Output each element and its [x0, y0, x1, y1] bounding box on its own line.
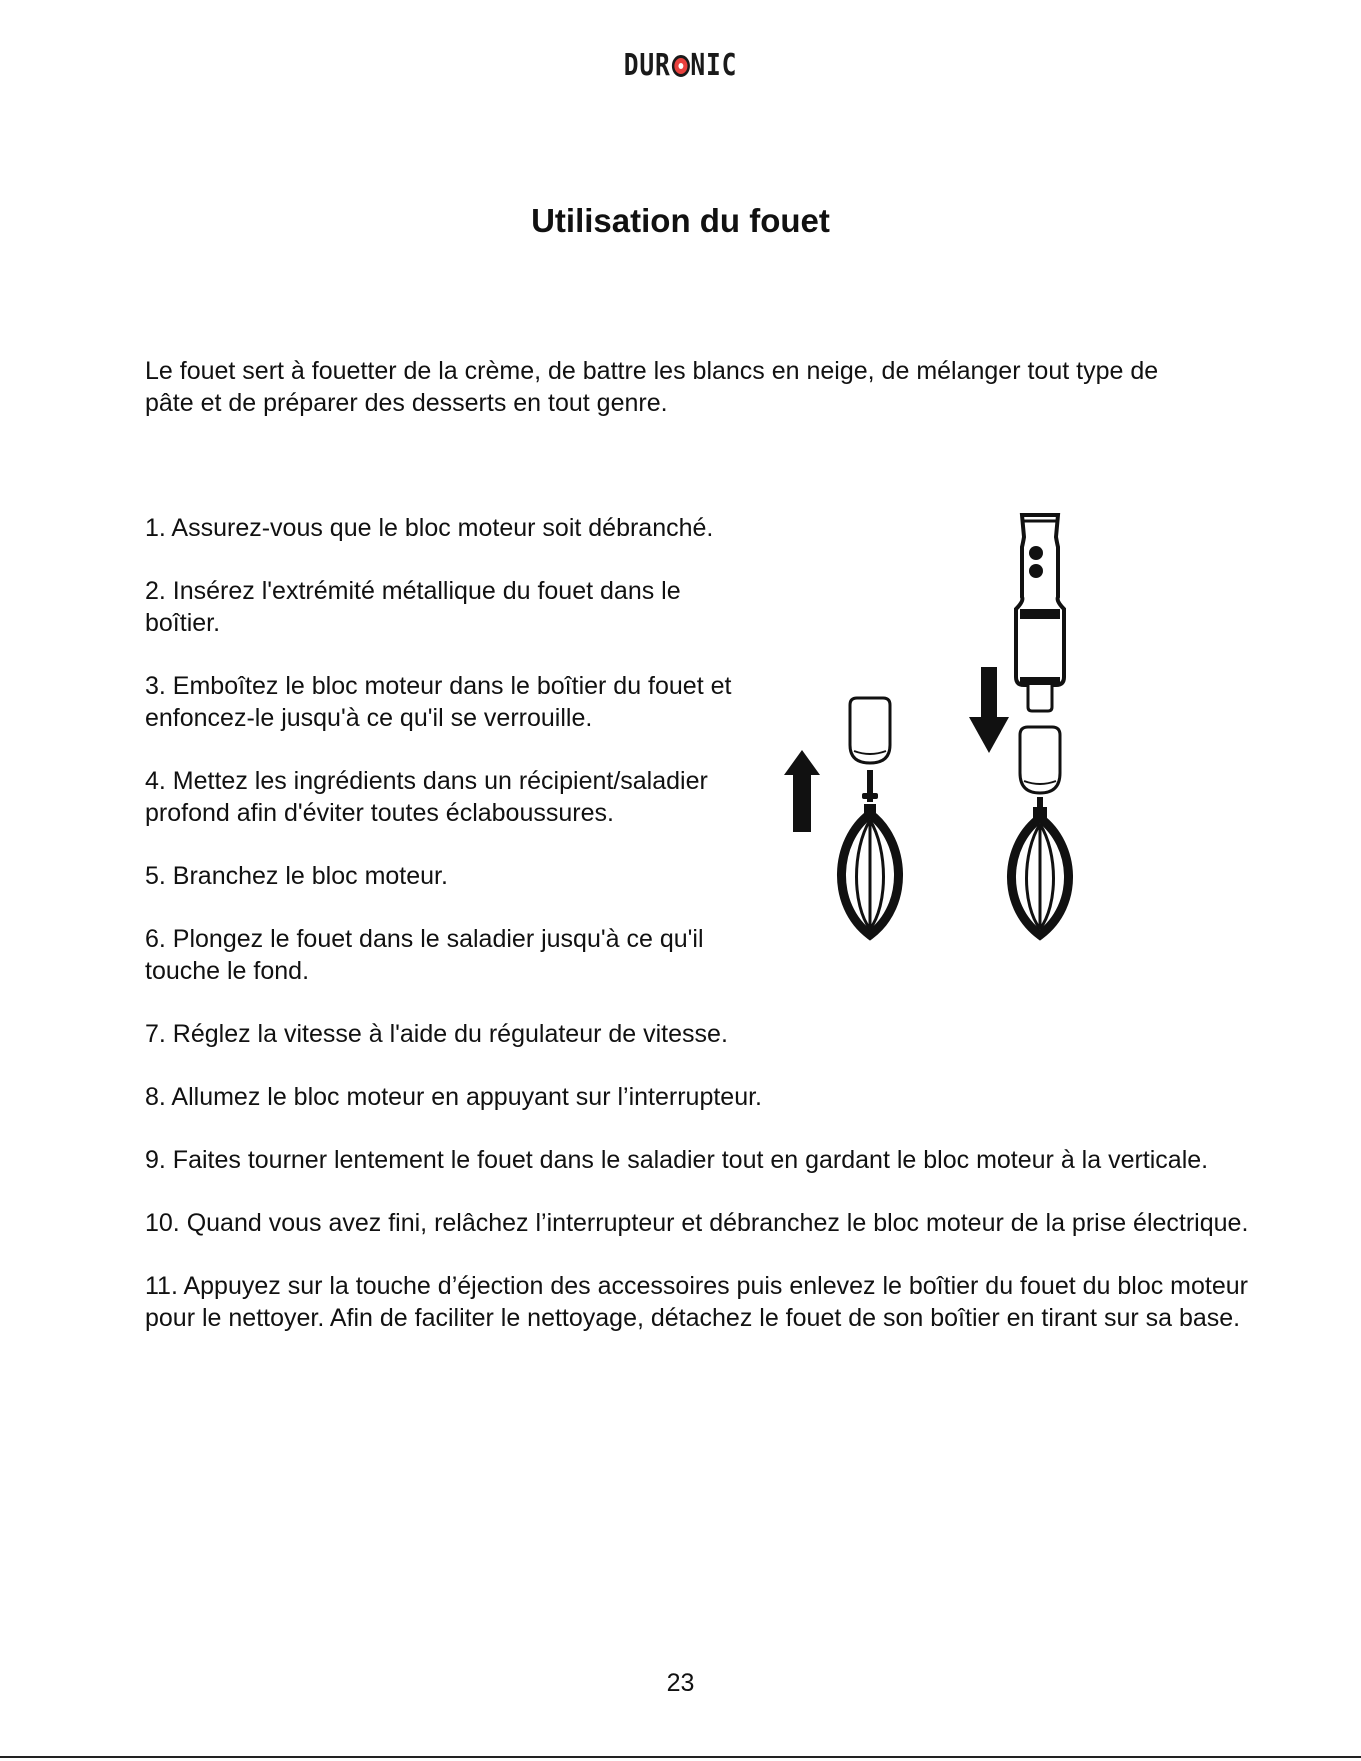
step-11: 11. Appuyez sur la touche d’éjection des accessoires puis enlevez le boîtier du fouet du bloc moteur pour le nettoyer. Afin de faciliter le nettoyage, détachez le fouet de son boîtier en tirant sur sa base.	[145, 1272, 1248, 1332]
step-6: 6. Plongez le fouet dans le saladier jusqu'à ce qu'il touche le fond.	[145, 925, 704, 985]
logo-text-start: DUR	[623, 48, 671, 83]
power-logo-icon	[671, 55, 689, 77]
motor-unit-icon	[1016, 515, 1064, 711]
logo-text-end: NIC	[690, 48, 738, 83]
step-4: 4. Mettez les ingrédients dans un récipient/saladier profond afin d'éviter toutes éclaboussures.	[145, 767, 708, 827]
step-1: 1. Assurez-vous que le bloc moteur soit débranché.	[145, 514, 714, 542]
page-title: Utilisation du fouet	[531, 202, 830, 239]
whisk-housing-icon	[1020, 727, 1060, 793]
up-arrow-icon	[784, 750, 820, 832]
brand-logo	[122, 48, 1238, 83]
whisk-icon	[841, 770, 898, 935]
step-9: 9. Faites tourner lentement le fouet dans le saladier tout en gardant le bloc moteur à la verticale.	[145, 1146, 1209, 1174]
step-8: 8. Allumez le bloc moteur en appuyant sur l’interrupteur.	[145, 1083, 763, 1111]
down-arrow-icon	[969, 667, 1009, 753]
step-2: 2. Insérez l'extrémité métallique du fouet dans le boîtier.	[145, 577, 681, 637]
whisk-icon	[1011, 797, 1068, 935]
step-7: 7. Réglez la vitesse à l'aide du régulateur de vitesse.	[145, 1020, 728, 1048]
intro-paragraph: Le fouet sert à fouetter de la crème, de battre les blancs en neige, de mélanger tout type de pâte et de préparer des desserts en tout genre.	[145, 357, 1159, 417]
whisk-housing-icon	[850, 698, 890, 763]
page-bottom-rule	[0, 1756, 1361, 1758]
step-10: 10. Quand vous avez fini, relâchez l’interrupteur et débranchez le bloc moteur de la prise électrique.	[145, 1209, 1249, 1237]
whisk-assembly-illustration	[780, 505, 1140, 945]
page-number: 23	[666, 1669, 695, 1697]
step-3: 3. Emboîtez le bloc moteur dans le boîtier du fouet et enfoncez-le jusqu'à ce qu'il se verrouille.	[145, 672, 732, 732]
step-5: 5. Branchez le bloc moteur.	[145, 862, 448, 890]
